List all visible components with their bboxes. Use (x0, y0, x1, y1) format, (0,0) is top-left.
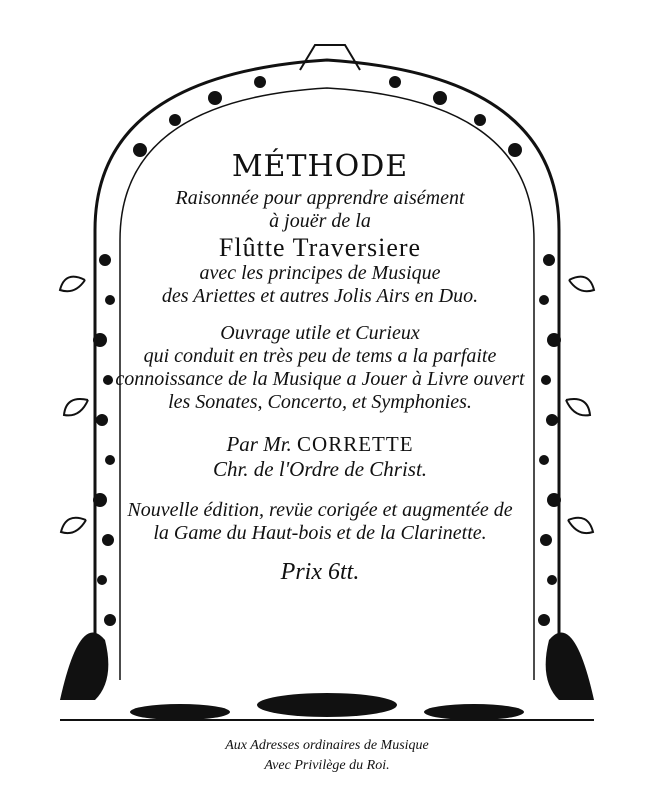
author-name: CORRETTE (297, 432, 414, 457)
author-line (110, 432, 530, 456)
edition-line-1: Nouvelle édition, revüe corigée et augmentée de (127, 498, 513, 521)
author-order: Chr. de l'Ordre de Christ. (212, 456, 428, 481)
instrument-name: Flûtte Traversiere (218, 232, 422, 262)
author-prefix: Par Mr. (226, 432, 292, 457)
description-line-4: les Sonates, Concerto, et Symphonies. (168, 391, 472, 414)
subtitle-line-5: des Ariettes et autres Jolis Airs en Duo. (161, 285, 479, 308)
subtitle-line-1: Raisonnée pour apprendre aisément (175, 186, 465, 209)
description-line-2: qui conduit en très peu de tems a la parfaite (143, 345, 497, 368)
description-line-3: connoissance de la Musique a Jouer à Livre ouvert (115, 368, 525, 391)
description-line-1: Ouvrage utile et Curieux (220, 322, 420, 345)
subtitle-line-4: avec les principes de Musique (199, 262, 441, 285)
subtitle-line-2: à jouër de la (269, 209, 371, 232)
footer-line-2: Avec Privilège du Roi. (264, 758, 390, 773)
edition-line-2: la Game du Haut-bois et de la Clarinette. (153, 521, 487, 544)
main-title: MÉTHODE (231, 149, 409, 184)
footer-line-1: Aux Adresses ordinaires de Musique (225, 738, 429, 753)
title-text-block (110, 150, 530, 586)
price: Prix 6tt. (280, 558, 360, 585)
